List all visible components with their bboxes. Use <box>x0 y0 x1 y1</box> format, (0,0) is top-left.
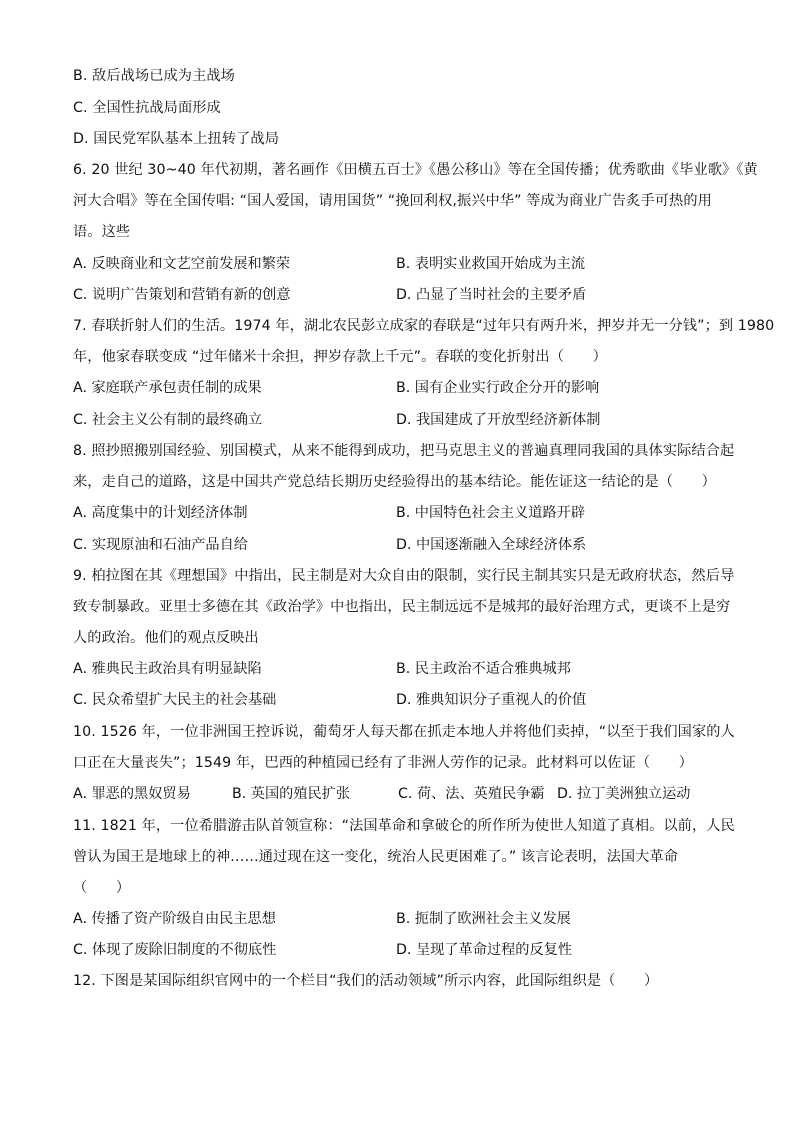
q11-stem-line-1: 11. 1821 年，一位希腊游击队首领宣称：“法国革命和拿破仑的所作所为使世人知道了真相。以前，人民 <box>73 818 735 834</box>
q5-option-b: B. 敌后战场已成为主战场 <box>73 68 235 84</box>
q11-option-d: D. 呈现了革命过程的反复性 <box>396 942 573 958</box>
q10-option-a: A. 罪恶的黑奴贸易 <box>73 786 191 802</box>
q7-option-c: C. 社会主义公有制的最终确立 <box>73 412 263 428</box>
q11-option-b: B. 扼制了欧洲社会主义发展 <box>396 911 571 927</box>
q5-option-c: C. 全国性抗战局面形成 <box>73 100 221 116</box>
q10-stem-line-1: 10. 1526 年，一位非洲国王控诉说，葡萄牙人每天都在抓走本地人并将他们卖掉，“以至于我们国家的人 <box>73 724 735 740</box>
q7-stem-line-1: 7. 春联折射人们的生活。1974 年，湖北农民彭立成家的春联是“过年只有两升米，押岁并无一分钱”；到 1980 <box>73 318 775 334</box>
q5-option-d: D. 国民党军队基本上扭转了战局 <box>73 131 279 147</box>
q9-option-a: A. 雅典民主政治具有明显缺陷 <box>73 661 262 677</box>
q12-stem-line-1: 12. 下图是某国际组织官网中的一个栏目“我们的活动领域”所示内容，此国际组织是（ ） <box>73 973 659 989</box>
q11-stem-line-2: 曾认为国王是地球上的神……通过现在这一变化，统治人民更困难了。” 该言论表明，法国大革命 <box>73 849 679 865</box>
q11-option-a: A. 传播了资产阶级自由民主思想 <box>73 911 276 927</box>
q9-stem-line-1: 9. 柏拉图在其《理想国》中指出，民主制是对大众自由的限制，实行民主制其实只是无政府状态，然后导 <box>73 568 735 584</box>
q6-option-d: D. 凸显了当时社会的主要矛盾 <box>396 287 587 303</box>
q8-option-b: B. 中国特色社会主义道路开辟 <box>396 505 586 521</box>
q8-option-d: D. 中国逐渐融入全球经济体系 <box>396 537 587 553</box>
q7-option-d: D. 我国建成了开放型经济新体制 <box>396 412 601 428</box>
q10-stem-line-2: 口正在大量丧失”；1549 年，巴西的种植园已经有了非洲人劳作的记录。此材料可以佐证（ ） <box>73 755 694 771</box>
q7-stem-line-2: 年，他家春联变成 “过年储米十余担，押岁存款上千元”。春联的变化折射出（ ） <box>73 349 607 365</box>
q10-option-c: C. 荷、法、英殖民争霸 <box>398 786 545 802</box>
q9-option-b: B. 民主政治不适合雅典城邦 <box>396 661 571 677</box>
q7-option-b: B. 国有企业实行政企分开的影响 <box>396 380 600 396</box>
q9-option-c: C. 民众希望扩大民主的社会基础 <box>73 692 277 708</box>
q9-stem-line-2: 致专制暴政。亚里士多德在其《政治学》中也指出，民主制远远不是城邦的最好治理方式，更谈不上是穷 <box>73 599 731 615</box>
q6-option-c: C. 说明广告策划和营销有新的创意 <box>73 287 291 303</box>
q8-stem-line-2: 来，走自己的道路，这是中国共产党总结长期历史经验得出的基本结论。能佐证这一结论的是（ ） <box>73 474 716 490</box>
q6-stem-line-1: 6. 20 世纪 30~40 年代初期，著名画作《田横五百士》《愚公移山》等在全国传播；优秀歌曲《毕业歌》《黄 <box>73 162 758 178</box>
q6-stem-line-2: 河大合唱》等在全国传唱: “国人爱国，请用国货” “挽回利权,振兴中华” 等成为商业广告炙手可热的用 <box>73 193 712 209</box>
q8-stem-line-1: 8. 照抄照搬别国经验、别国模式，从来不能得到成功，把马克思主义的普遍真理同我国的具体实际结合起 <box>73 443 735 459</box>
q11-stem-line-3: （ ） <box>73 880 131 896</box>
q11-option-c: C. 体现了废除旧制度的不彻底性 <box>73 942 277 958</box>
q7-option-a: A. 家庭联产承包责任制的成果 <box>73 380 262 396</box>
q9-option-d: D. 雅典知识分子重视人的价值 <box>396 692 587 708</box>
q10-option-d: D. 拉丁美洲独立运动 <box>557 786 691 802</box>
q9-stem-line-3: 人的政治。他们的观点反映出 <box>73 630 259 646</box>
q6-option-b: B. 表明实业救国开始成为主流 <box>396 256 586 272</box>
q6-option-a: A. 反映商业和文艺空前发展和繁荣 <box>73 256 291 272</box>
q8-option-a: A. 高度集中的计划经济体制 <box>73 505 248 521</box>
q8-option-c: C. 实现原油和石油产品自给 <box>73 537 248 553</box>
q10-option-b: B. 英国的殖民扩张 <box>232 786 351 802</box>
q6-stem-line-3: 语。这些 <box>73 224 131 240</box>
